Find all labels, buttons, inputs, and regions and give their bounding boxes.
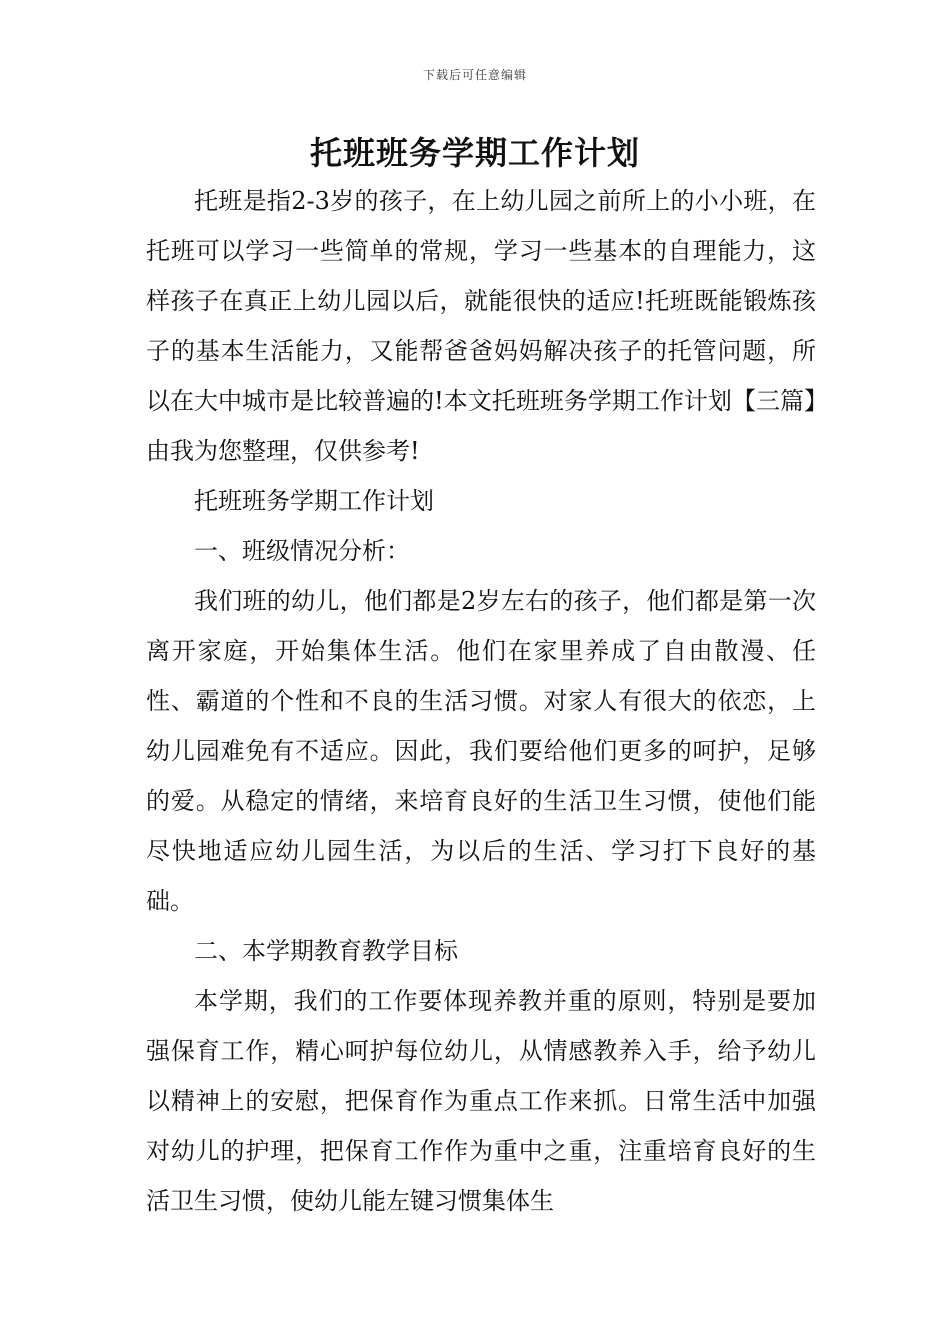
section-title: 托班班务学期工作计划 bbox=[194, 487, 434, 515]
heading-semester-goals: 二、本学期教育教学目标 bbox=[194, 937, 458, 965]
document-title: 托班班务学期工作计划 bbox=[309, 134, 640, 172]
page-header-note: 下载后可任意编辑 bbox=[422, 68, 527, 82]
document-body bbox=[146, 176, 816, 1226]
paragraph-intro: 托班是指2-3岁的孩子，在上幼儿园之前所上的小小班，在托班可以学习一些简单的常规，学习一些基本的自理能力，这样孩子在真正上幼儿园以后，就能很快的适应!托班既能锻炼孩子的基本生活能力，又能帮爸爸妈妈解决孩子的托管问题，所以在大中城市是比较普遍的!本文托班班务学期工作计划【三篇】由我为您整理，仅供参考! bbox=[146, 187, 816, 465]
paragraph-class-analysis: 我们班的幼儿，他们都是2岁左右的孩子，他们都是第一次离开家庭，开始集体生活。他们在家里养成了自由散漫、任性、霸道的个性和不良的生活习惯。对家人有很大的依恋，上幼儿园难免有不适应。因此，我们要给他们更多的呵护，足够的爱。从稳定的情绪，来培育良好的生活卫生习惯，使他们能尽快地适应幼儿园生活，为以后的生活、学习打下良好的基础。 bbox=[146, 587, 816, 915]
heading-class-analysis: 一、班级情况分析： bbox=[194, 537, 410, 565]
paragraph-semester-goals: 本学期，我们的工作要体现养教并重的原则，特别是要加强保育工作，精心呵护每位幼儿，从情感教养入手，给予幼儿以精神上的安慰，把保育作为重点工作来抓。日常生活中加强对幼儿的护理，把保育工作作为重中之重，注重培育良好的生活卫生习惯，使幼儿能左键习惯集体生 bbox=[146, 987, 816, 1215]
